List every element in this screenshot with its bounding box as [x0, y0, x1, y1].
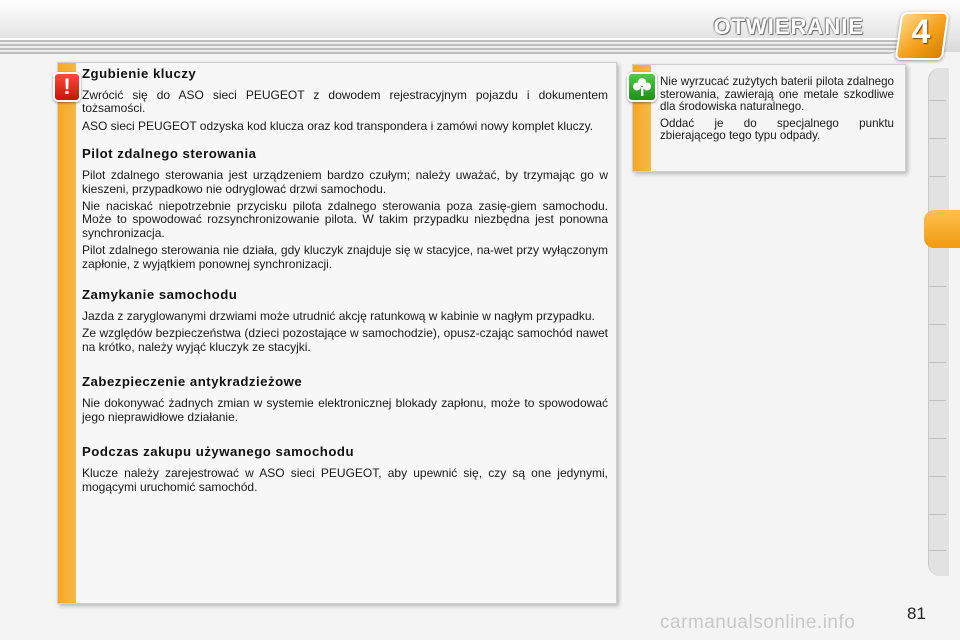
note-paragraph: Oddać je do specjalnego punktu zbierającego tego typu odpady.: [660, 116, 894, 143]
side-tab-divider: [928, 176, 946, 177]
clover-environment-icon: [627, 72, 657, 102]
side-tab-divider: [928, 550, 946, 551]
section-paragraph: Zwrócić się do ASO sieci PEUGEOT z dowodem rejestracyjnym pojazdu i dokumentem tożsamości.: [82, 88, 608, 116]
exclamation-warning-icon: !: [53, 72, 81, 102]
section-paragraph: Pilot zdalnego sterowania nie działa, gdy kluczyk znajduje się w stacyjce, na-wet przy wyłączonym zapłonie, z wyjątkiem ponownej synchronizacji.: [82, 243, 608, 271]
side-tab-divider: [928, 514, 946, 515]
section-title: Zamykanie samochodu: [82, 287, 238, 303]
side-tab-divider: [928, 400, 946, 401]
section-paragraph: Nie naciskać niepotrzebnie przycisku pilota zdalnego sterowania poza zasię-giem samochodu. Może to spowodować rozsynchronizowanie pilota. W takim przypadku niezbędna jest ponowna synchronizacja.: [82, 199, 608, 240]
note-paragraph: Nie wyrzucać zużytych baterii pilota zdalnego sterowania, zawierają one metale szkodliwe dla środowiska naturalnego.: [660, 75, 894, 114]
side-tab-divider: [928, 362, 946, 363]
section-paragraph: Klucze należy zarejestrować w ASO sieci PEUGEOT, aby upewnić się, czy są one jedynymi, mogącymi uruchomić samochód.: [82, 466, 608, 494]
side-tab-divider: [928, 438, 946, 439]
section-paragraph: Pilot zdalnego sterowania jest urządzeniem bardzo czułym; należy uważać, by trzymając go w kieszeni, przypadkowo nie odryglować drzwi samochodu.: [82, 168, 608, 196]
side-tab-divider: [928, 286, 946, 287]
section-title: Zabezpieczenie antykradzieżowe: [82, 374, 303, 390]
section-paragraph: Ze względów bezpieczeństwa (dzieci pozostające w samochodzie), opusz-czając samochód nawet na krótko, należy wyjąć kluczyk ze stacyjki.: [82, 326, 608, 354]
side-tab-active-chapter: [924, 210, 960, 248]
section-title: Zgubienie kluczy: [82, 66, 197, 81]
chapter-title: OTWIERANIE: [713, 14, 864, 39]
section-paragraph: ASO sieci PEUGEOT odzyska kod klucza oraz kod transpondera i zamówi nowy komplet kluczy.: [82, 118, 594, 133]
section-title: Pilot zdalnego sterowania: [82, 146, 257, 162]
header-stripes: [0, 38, 900, 54]
watermark: carmanualsonline.info: [660, 612, 856, 633]
main-content: [82, 66, 612, 498]
section-paragraph: Jazda z zaryglowanymi drzwiami może utrudnić akcję ratunkową w kabinie w nagłym przypadku.: [82, 309, 595, 324]
side-tab-divider: [928, 476, 946, 477]
chapter-side-tabs: [928, 68, 949, 576]
side-tab-divider: [928, 138, 946, 139]
side-tab-divider: [928, 324, 946, 325]
page-number: 81: [907, 604, 926, 623]
section-paragraph: Nie dokonywać żadnych zmian w systemie elektronicznej blokady zapłonu, może to spowodować jego nieprawidłowe działanie.: [82, 396, 608, 424]
panel-accent-stripe: [58, 63, 76, 603]
side-tab-divider: [928, 100, 946, 101]
environment-note-content: [660, 76, 898, 147]
chapter-number: 4: [911, 13, 931, 51]
section-title: Podczas zakupu używanego samochodu: [82, 444, 355, 460]
